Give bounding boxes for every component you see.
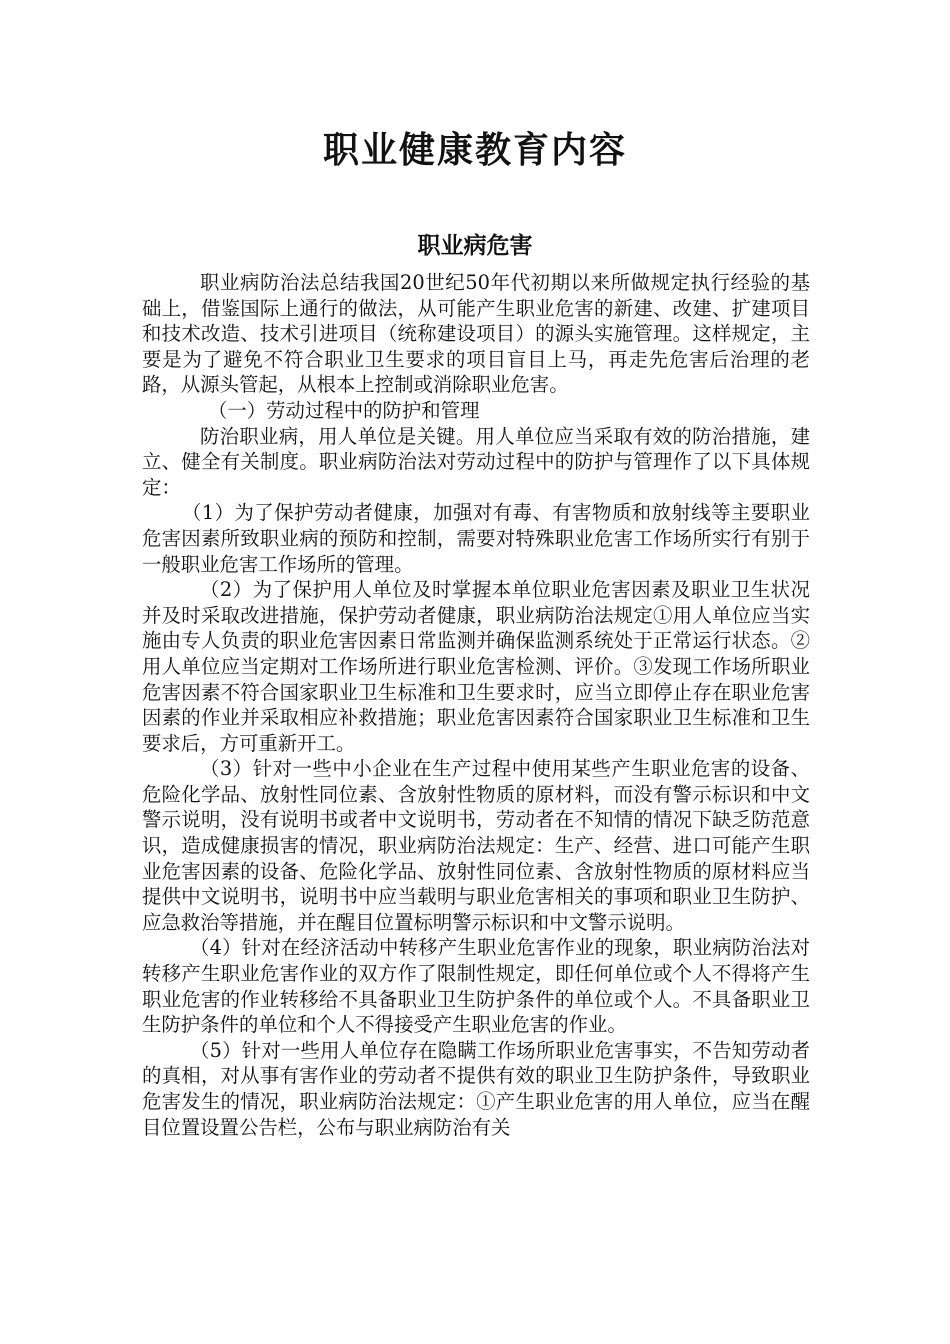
paragraph-item-1: （1）为了保护劳动者健康，加强对有毒、有害物质和放射线等主要职业危害因素所致职业病的预防和控制，需要对特殊职业危害工作场所实行有别于一般职业危害工作场所的管理。	[142, 501, 810, 576]
document-title: 职业健康教育内容	[322, 129, 627, 171]
section-title: 职业病危害	[417, 232, 533, 259]
paragraph-item-2: （2）为了保护用人单位及时掌握本单位职业危害因素及职业卫生状况并及时采取改进措施，保护劳动者健康，职业病防治法规定①用人单位应当实施由专人负责的职业危害因素日常监测并确保监测系统处于正常运行状态。②用人单位应当定期对工作场所进行职业危害检测、评价。③发现工作场所职业危害因素不符合国家职业卫生标准和卫生要求时，应当立即停止存在职业危害因素的作业并采取相应补救措施；职业危害因素符合国家职业卫生标准和卫生要求后，方可重新开工。	[142, 578, 810, 755]
paragraph-intro: 职业病防治法总结我国20世纪50年代初期以来所做规定执行经验的基础上，借鉴国际上通行的做法，从可能产生职业危害的新建、改建、扩建项目和技术改造、技术引进项目（统称建设项目）的源头实施管理。这样规定，主要是为了避免不符合职业卫生要求的项目盲目上马，再走先危害后治理的老路，从源头管起，从根本上控制或消除职业危害。	[142, 271, 810, 397]
document-body	[142, 270, 810, 1140]
subheading-labor-protection: （一）劳动过程中的防护和管理	[208, 398, 480, 422]
paragraph-item-5: （5）针对一些用人单位存在隐瞒工作场所职业危害事实，不告知劳动者的真相，对从事有害作业的劳动者不提供有效的职业卫生防护条件，导致职业危害发生的情况，职业病防治法规定：①产生职业危害的用人单位，应当在醒目位置设置公告栏，公布与职业病防治有关	[142, 1038, 810, 1139]
paragraph-item-3: （3）针对一些中小企业在生产过程中使用某些产生职业危害的设备、危险化学品、放射性同位素、含放射性物质的原材料，而没有警示标识和中文警示说明，没有说明书或者中文说明书，劳动者在不知情的情况下缺乏防范意识，造成健康损害的情况，职业病防治法规定：生产、经营、进口可能产生职业危害因素的设备、危险化学品、放射性同位素、含放射性物质的原材料应当提供中文说明书，说明书中应当载明与职业危害相关的事项和职业卫生防护、应急救治等措施，并在醒目位置标明警示标识和中文警示说明。	[142, 757, 810, 934]
paragraph-item-4: （4）针对在经济活动中转移产生职业危害作业的现象，职业病防治法对转移产生职业危害作业的双方作了限制性规定，即任何单位或个人不得将产生职业危害的作业转移给不具备职业卫生防护条件的单位或个人。不具备职业卫生防护条件的单位和个人不得接受产生职业危害的作业。	[142, 936, 810, 1037]
paragraph-prevention: 防治职业病，用人单位是关键。用人单位应当采取有效的防治措施，建立、健全有关制度。职业病防治法对劳动过程中的防护与管理作了以下具体规定：	[142, 424, 810, 499]
